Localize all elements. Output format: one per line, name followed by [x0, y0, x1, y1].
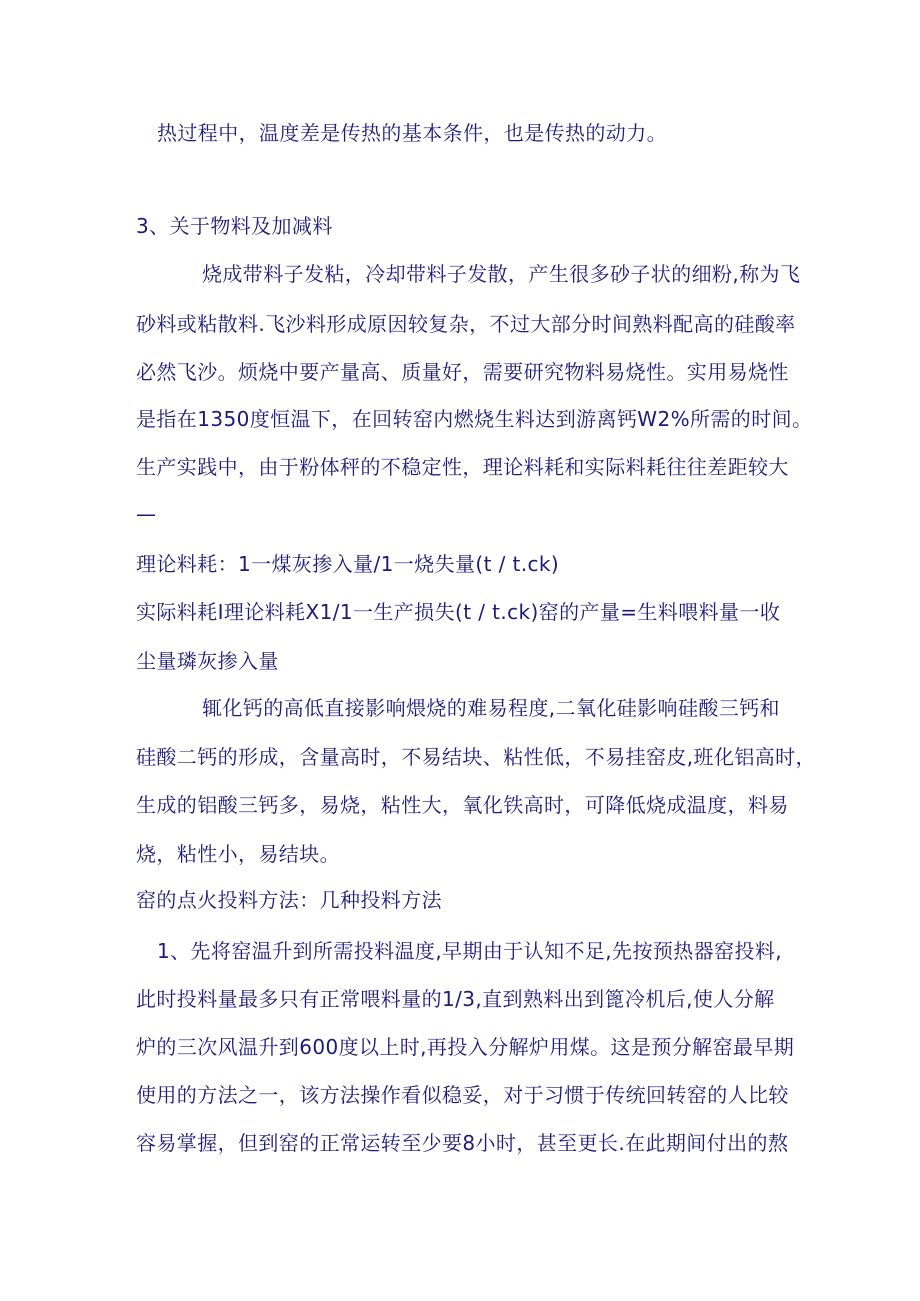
text-line: 生产实践中，由于粉体秤的不稳定性，理论料耗和实际料耗往往差距较大	[136, 455, 789, 479]
section-heading: 窑的点火投料方法：几种投料方法	[136, 888, 442, 912]
text-line: —	[136, 502, 157, 526]
text-line: 生成的铝酸三钙多，易烧，粘性大，氧化铁高时，可降低烧成温度，料易	[136, 793, 789, 817]
list-item: 1、先将窑温升到所需投料温度,早期由于认知不足,先按预热器窑投料,	[157, 939, 782, 963]
text-line: 硅酸二钙的形成，含量高时，不易结块、粘性低，不易挂窑皮,班化铝高时，	[136, 745, 816, 769]
text-line: 容易掌握，但到窑的正常运转至少要8小时，甚至更长.在此期间付出的熬	[136, 1131, 789, 1155]
text-line: 使用的方法之一，该方法操作看似稳妥，对于习惯于传统回转窑的人比较	[136, 1083, 789, 1107]
formula-line: 理论料耗：1一煤灰掺入量/1一烧失量(t / t.ck)	[136, 552, 560, 576]
text-line: 烧，粘性小，易结块。	[136, 842, 340, 866]
text-line: 必然飞沙。烦烧中要产量高、质量好，需要研究物料易烧性。实用易烧性	[136, 360, 789, 384]
text-line: 烧成带料子发粘，冷却带料子发散，产生很多砂子状的细粉,称为飞	[202, 262, 801, 286]
section-heading: 3、关于物料及加减料	[136, 214, 333, 238]
text-line: 尘量璘灰掺入量	[136, 649, 279, 673]
text-line: 热过程中，温度差是传热的基本条件，也是传热的动力。	[157, 121, 667, 145]
text-line: 辄化钙的高低直接影响煨烧的难易程度,二氧化硅影响硅酸三钙和	[202, 696, 780, 720]
text-line: 砂料或粘散料.飞沙料形成原因较复杂，不过大部分时间熟料配高的硅酸率	[136, 312, 796, 336]
formula-line: 实际料耗I理论料耗X1/1一生产损失(t / t.ck)窑的产量=生料喂料量一收	[136, 600, 781, 624]
text-line: 此时投料量最多只有正常喂料量的1/3,直到熟料出到篦冷机后,使人分解	[136, 987, 775, 1011]
text-line: 是指在1350度恒温下，在回转窑内燃烧生料达到游离钙W2%所需的时间。	[136, 407, 813, 431]
text-line: 炉的三次风温升到600度以上时,再投入分解炉用煤。这是预分解窑最早期	[136, 1035, 795, 1059]
